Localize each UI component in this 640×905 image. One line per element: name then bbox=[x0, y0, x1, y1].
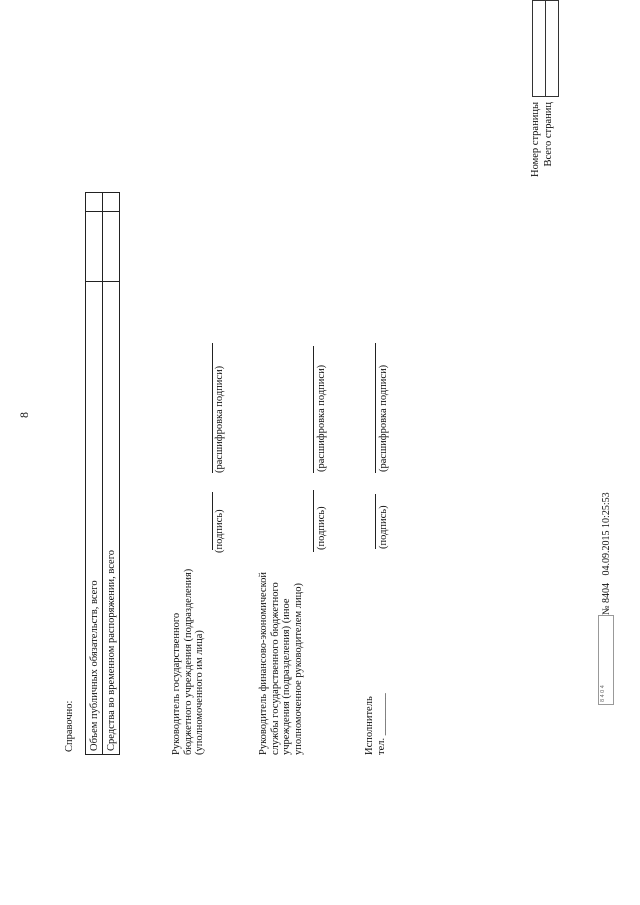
page-info-box bbox=[532, 0, 559, 97]
total-pages-label: Всего страниц bbox=[543, 102, 554, 167]
decoding-caption: (расшифровка подписи) bbox=[316, 364, 327, 472]
page-number: 8 bbox=[17, 412, 31, 418]
table-cell-label: Средства во временном распоряжении, всего bbox=[103, 282, 120, 755]
document-stamp: 8 4 0 4 bbox=[598, 615, 614, 705]
document-number: № 8404 bbox=[601, 582, 612, 615]
signature-line bbox=[313, 490, 314, 552]
reference-table bbox=[85, 192, 120, 755]
table-cell-value bbox=[103, 193, 120, 212]
signatory-head-title: Руководитель государственного бюджетного учреждения (подразделения) (уполномоченного им лица) bbox=[171, 568, 205, 755]
decoding-caption: (расшифровка подписи) bbox=[214, 365, 225, 473]
table-cell-value bbox=[103, 212, 120, 282]
document-timestamp: 04.09.2015 10:25:53 bbox=[601, 492, 612, 576]
table-cell-value bbox=[86, 193, 103, 212]
reference-title: Справочно: bbox=[64, 700, 75, 752]
decoding-line bbox=[313, 346, 314, 473]
table-cell-label: Объем публичных обязательств, всего bbox=[86, 282, 103, 755]
page-number-value bbox=[533, 1, 546, 97]
total-pages-value bbox=[546, 1, 559, 97]
table-cell-value bbox=[86, 212, 103, 282]
decoding-line bbox=[212, 343, 213, 473]
document-footer bbox=[601, 492, 612, 615]
signature-line bbox=[212, 492, 213, 550]
signature-caption: (подпись) bbox=[378, 505, 389, 549]
signature-caption: (подпись) bbox=[214, 509, 225, 553]
signature-caption: (подпись) bbox=[316, 506, 327, 550]
decoding-line bbox=[375, 343, 376, 473]
signature-line bbox=[375, 494, 376, 549]
table-row bbox=[86, 193, 103, 755]
signatory-executor-title: Исполнитель тел. ________ bbox=[364, 693, 387, 755]
table-row bbox=[103, 193, 120, 755]
page-number-label: Номер страницы bbox=[530, 102, 541, 178]
decoding-caption: (расшифровка подписи) bbox=[378, 364, 389, 472]
signatory-finance-title: Руководитель финансово-экономической службы государственного бюджетного учреждения (подразделения) (иное уполномоченное руководителем лицо) bbox=[258, 571, 304, 755]
